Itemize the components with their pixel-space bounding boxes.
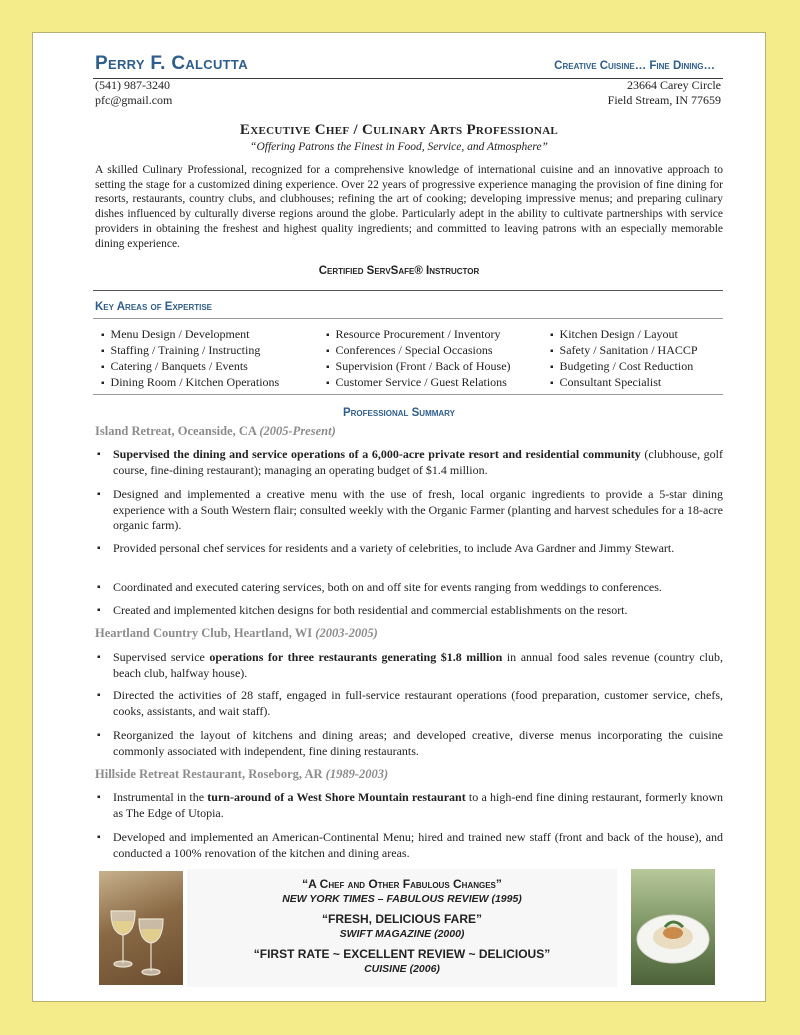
list-item: ▪ Supervision (Front / Back of House) (326, 359, 511, 375)
job-dates: (2003-2005) (315, 626, 378, 640)
job3-bullet-2: ▪ Developed and implemented an American-Continental Menu; hired and trained new staff (front and back of the house), and conducted a 100% renovation of the kitchen and dining areas. (113, 830, 723, 861)
job1-bullet-4: ▪ Coordinated and executed catering services, both on and off site for events ranging from weddings to conferences. (113, 580, 723, 596)
list-item: ▪ Staffing / Training / Instructing (101, 343, 279, 359)
candidate-name: Perry F. Calcutta (95, 53, 248, 74)
bullet-highlight: turn-around of a West Shore Mountain restaurant (207, 790, 466, 804)
contact-right (608, 78, 721, 108)
bullet-text: in annual food sales revenue (country club, beach club, halfway house). (113, 650, 723, 680)
main-subtitle: “Offering Patrons the Finest in Food, Service, and Atmosphere” (250, 141, 548, 153)
job2-bullet-2: ▪ Directed the activities of 28 staff, engaged in full-service restaurant operations (food preparation, customer service, chefs, cooks, assistants, and wait staff). (113, 688, 723, 719)
review-quote-3: “FIRST RATE ~ EXCELLENT REVIEW ~ DELICIOUS” (253, 947, 551, 961)
job1-bullet-2: ▪ Designed and implemented a creative menu with the use of fresh, local organic ingredients to provide a 5-star dining experience with a South Western flair; consulted weekly with the Organic Farmer (planting and harvest schedules for a 18-acre organic farm). (113, 487, 723, 534)
expertise-bottom-rule (93, 318, 723, 319)
list-item: ▪ Conferences / Special Occasions (326, 343, 511, 359)
expertise-column-2 (326, 327, 511, 391)
expertise-heading: Key Areas of Expertise (95, 301, 213, 313)
job-header-hillside (95, 767, 388, 782)
job-dates: (2005-Present) (259, 424, 336, 438)
job1-bullet-5: ▪ Created and implemented kitchen designs for both residential and commercial establishments on the resort. (113, 603, 723, 619)
expertise-column-1 (101, 327, 279, 391)
bullet-text: Supervised service (113, 650, 210, 664)
expertise-column-3 (550, 327, 698, 391)
employer: Hillside Retreat Restaurant, Roseborg, AR (95, 767, 326, 781)
resume-page (32, 32, 766, 1002)
professional-summary-heading: Professional Summary (342, 407, 456, 419)
summary-paragraph: A skilled Culinary Professional, recognized for a comprehensive knowledge of international cuisine and an innovative approach to setting the stage for a customized dining experience. Over 22 years of progressive experience managing the provision of fine dining for resorts, restaurants, country clubs, and clubhouses; refining the art of cooking; developing impressive menus; and preparing culinary dishes influenced by culturally diverse regions around the globe. Particularly adept in the ability to cultivate partnerships with service providers in obtaining the freshest and highest quality ingredients; and committed to leaving patrons with an especially memorable dining experience. (95, 164, 723, 250)
bullet-text: Instrumental in the (113, 790, 208, 804)
job1-bullet-3: ▪ Provided personal chef services for residents and a variety of celebrities, to include Ava Gardner and Jimmy Stewart. (113, 541, 723, 557)
list-item: ▪ Menu Design / Development (101, 327, 279, 343)
bullet-text: to a high-end fine dining restaurant, formerly known as The Edge of Utopia. (113, 790, 723, 820)
professional-summary-rule (93, 394, 723, 395)
bullet-highlight: operations for three restaurants generating $1.8 million (209, 650, 503, 664)
address-line-1: 23664 Carey Circle (627, 78, 721, 92)
job-header-heartland (95, 626, 378, 641)
list-item: ▪ Budgeting / Cost Reduction (550, 359, 698, 375)
list-item: ▪ Safety / Sanitation / HACCP (550, 343, 698, 359)
contact-left (95, 78, 172, 108)
wine-glasses-icon (99, 871, 183, 985)
plate-icon (631, 869, 715, 985)
employer: Heartland Country Club, Heartland, WI (95, 626, 316, 640)
job-dates: (1989-2003) (325, 767, 389, 781)
list-item: ▪ Customer Service / Guest Relations (326, 375, 511, 391)
list-item: ▪ Catering / Banquets / Events (101, 359, 279, 375)
job2-bullet-1 (113, 650, 723, 681)
review-source-2: SWIFT MAGAZINE (2000) (339, 928, 465, 940)
job1-bullet-1 (113, 447, 723, 478)
phone-number: (541) 987-3240 (95, 78, 170, 92)
wine-glasses-photo (99, 871, 183, 985)
employer: Island Retreat, Oceanside, CA (95, 424, 260, 438)
bullet-highlight: Supervised the dining and service operations of a 6,000-acre private resort and residential community (113, 447, 641, 461)
review-source-3: CUISINE (2006) (364, 963, 440, 975)
bullet-text: (clubhouse, golf course, fine-dining restaurant); managing an operating budget of $1.4 million. (113, 447, 723, 477)
main-title: Executive Chef / Culinary Arts Professional (239, 122, 559, 138)
review-quote-1: “A Chef and Other Fabulous Changes” (302, 877, 502, 891)
reviews-box (187, 869, 617, 987)
email-address: pfc@gmail.com (95, 93, 173, 107)
expertise-top-rule (93, 290, 723, 291)
job3-bullet-1 (113, 790, 723, 821)
review-quote-2: “FRESH, DELICIOUS FARE” (321, 912, 482, 926)
job2-bullet-3: ▪ Reorganized the layout of kitchens and dining areas; and developed creative, diverse menus incorporating the cuisine commonly associated with independent, fine dining restaurants. (113, 728, 723, 759)
plated-dish-photo (631, 869, 715, 985)
job-header-island-retreat (95, 424, 336, 439)
list-item: ▪ Resource Procurement / Inventory (326, 327, 511, 343)
list-item: ▪ Kitchen Design / Layout (550, 327, 698, 343)
list-item: ▪ Consultant Specialist (550, 375, 698, 391)
list-item: ▪ Dining Room / Kitchen Operations (101, 375, 279, 391)
certification: Certified ServSafe® Instructor (318, 265, 480, 277)
address-line-2: Field Stream, IN 77659 (607, 93, 721, 107)
review-source-1: NEW YORK TIMES – FABULOUS REVIEW (1995) (282, 893, 522, 905)
tagline: Creative Cuisine… Fine Dining… (554, 60, 715, 72)
